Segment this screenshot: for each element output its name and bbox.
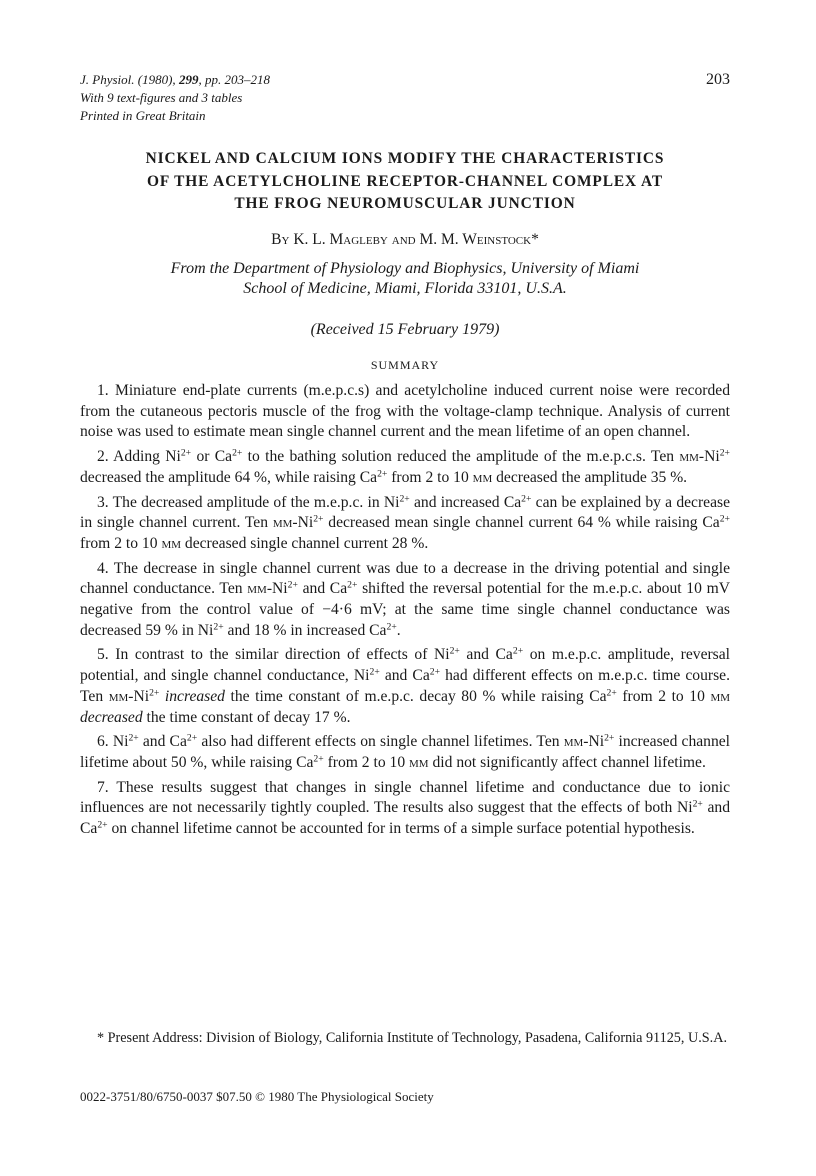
- paper-title: [80, 148, 730, 216]
- journal-name: J. Physiol.: [80, 72, 135, 87]
- summary-paragraph-7: 7. These results suggest that changes in single channel lifetime and conductance due to ionic influences are not necessarily tightly coupled. The results also suggest that the effects of both $Ni^{2+}$ and $Ca^{2+}$ on channel lifetime cannot be accounted for in terms of a simple surface potential hypothesis.: [80, 778, 731, 838]
- author-name: K. L. Magleby: [293, 231, 388, 248]
- journal-pages: , pp. 203–218: [198, 72, 270, 87]
- title-line: OF THE ACETYLCHOLINE RECEPTOR-CHANNEL COMPLEX AT: [147, 172, 663, 190]
- journal-page: [80, 0, 730, 1176]
- title-line: THE FROG NEUROMUSCULAR JUNCTION: [234, 195, 576, 212]
- summary-paragraph-6: 6. $Ni^{2+}$ and $Ca^{2+}$ also had different effects on single channel lifetimes. Ten $mm-Ni^{2+}$ increased channel lifetime about 50 %, while raising $Ca^{2+}$ from 2 to 10 mm did not significantly affect channel lifetime.: [80, 732, 731, 771]
- byline-and: and: [391, 231, 416, 248]
- author-byline: [80, 231, 730, 249]
- summary-body: [80, 381, 730, 840]
- summary-paragraph-4: 4. The decrease in single channel current was due to a decrease in the driving potential and single channel conductance. Ten $mm-Ni^{2+}$ and $Ca^{2+}$ shifted the reversal potential for the m.e.p.c. about 10 mV negative from the control value of −4·6 mV; at the same time single channel conductance was decreased 59 % in $Ni^{2+}$ and 18 % in increased $Ca^{2+}$.: [80, 559, 730, 639]
- affiliation-line: School of Medicine, Miami, Florida 33101, U.S.A.: [243, 280, 567, 297]
- summary-paragraph-3: 3. The decreased amplitude of the m.e.p.c. in $Ni^{2+}$ and increased $Ca^{2+}$ can be explained by a decrease in single channel current. Ten $mm-Ni^{2+}$ decreased mean single channel current 64 % while raising $Ca^{2+}$ from 2 to 10 mm decreased single channel current 28 %.: [80, 493, 731, 552]
- figures-line: With 9 text-figures and 3 tables: [80, 90, 243, 105]
- summary-paragraph-1: 1. Miniature end-plate currents (m.e.p.c.s) and acetylcholine induced current noise were recorded from the cutaneous pectoris muscle of the frog with the voltage-clamp technique. Analysis of current noise was used to estimate mean single channel current and the mean lifetime of an open channel.: [80, 382, 730, 441]
- journal-volume: 299: [178, 72, 199, 87]
- title-line: NICKEL AND CALCIUM IONS MODIFY THE CHARACTERISTICS: [145, 150, 665, 167]
- printed-line: Printed in Great Britain: [80, 108, 206, 123]
- received-date: [80, 321, 730, 339]
- journal-year: (1980),: [137, 72, 176, 87]
- citation-line: [80, 71, 730, 89]
- received-text: (Received 15 February 1979): [310, 321, 500, 338]
- affiliation: [80, 259, 730, 299]
- journal-header: [80, 71, 730, 125]
- summary-paragraph-5: 5. In contrast to the similar direction of effects of $Ni^{2+}$ and $Ca^{2+}$ on m.e.p.c. amplitude, reversal potential, and single channel conductance, $Ni^{2+}$ and $Ca^{2+}$ had different effects on m.e.p.c. time course. Ten $mm-Ni^{2+}$ increased the time constant of m.e.p.c. decay 80 % while raising $Ca^{2+}$ from 2 to 10 mm decreased the time constant of decay 17 %.: [80, 646, 731, 726]
- page-number: 203: [706, 71, 730, 88]
- author-name: M. M. Weinstock*: [419, 231, 539, 248]
- byline-by: By: [271, 231, 290, 248]
- affiliation-line: From the Department of Physiology and Biophysics, University of Miami: [170, 260, 640, 277]
- copyright-imprint: 0022-3751/80/6750-0037 $07.50 © 1980 The Physiological Society: [80, 1089, 434, 1104]
- summary-heading: SUMMARY: [370, 358, 440, 372]
- author-footnote: * Present Address: Division of Biology, California Institute of Technology, Pasadena, California 91125, U.S.A.: [97, 1030, 728, 1046]
- summary-paragraph-2: 2. Adding $Ni^{2+}$ or $Ca^{2+}$ to the bathing solution reduced the amplitude of the m.e.p.c.s. Ten $mm-Ni^{2+}$ decreased the amplitude 64 %, while raising $Ca^{2+}$ from 2 to 10 mm decreased the amplitude 35 %.: [80, 447, 730, 486]
